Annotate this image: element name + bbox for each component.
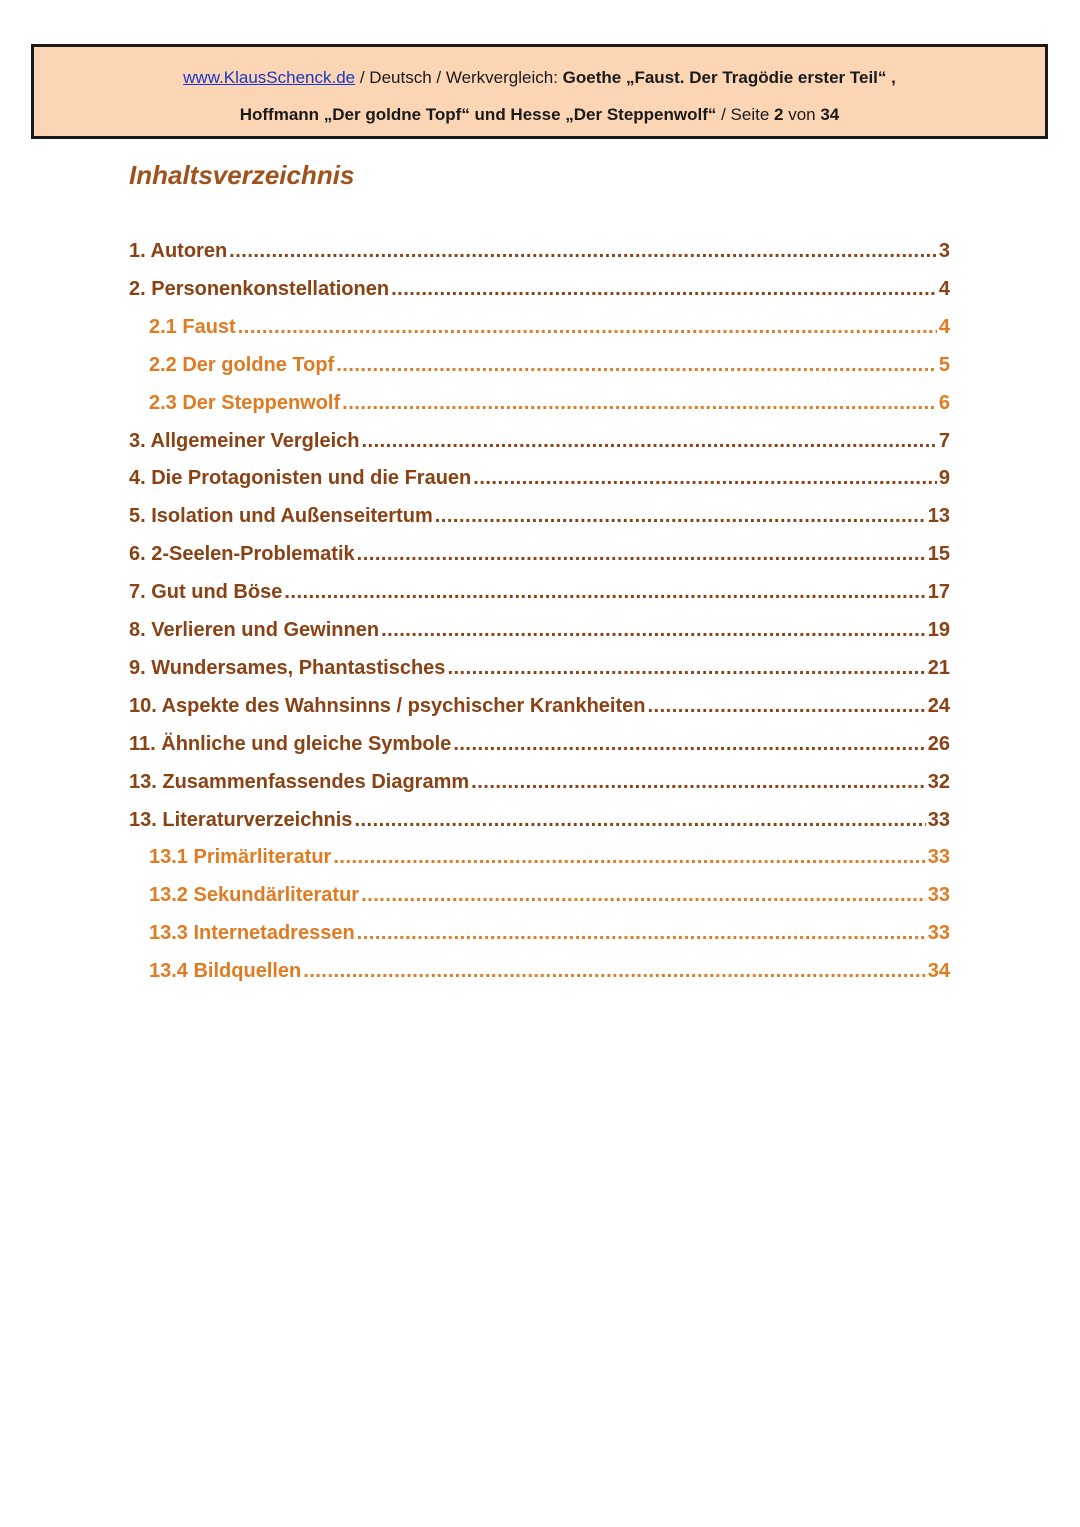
toc-dot-leader: [238, 316, 937, 339]
toc-entry-label: 2. Personenkonstellationen: [129, 277, 390, 300]
toc-entry-label: 6. 2-Seelen-Problematik: [129, 543, 355, 566]
toc-entry[interactable]: [129, 430, 950, 460]
toc-entry-page-number: 33: [927, 884, 950, 907]
toc-entry-label: 11. Ähnliche und gleiche Symbole: [129, 732, 452, 755]
toc-entry[interactable]: [129, 733, 950, 763]
toc-dot-leader: [333, 846, 925, 869]
toc-entry-page-number: 9: [938, 467, 950, 490]
toc-entry[interactable]: [149, 960, 950, 990]
toc-entry[interactable]: [129, 278, 950, 308]
toc-dot-leader: [647, 695, 925, 718]
toc-entry-page-number: 24: [927, 694, 950, 717]
toc-entry-page-number: 13: [927, 505, 950, 528]
toc-entry-page-number: 21: [927, 656, 950, 679]
toc-entry-page-number: 33: [927, 808, 950, 831]
toc-entry-label: 8. Verlieren und Gewinnen: [129, 619, 380, 641]
toc-entry[interactable]: [149, 922, 950, 952]
toc-entry[interactable]: [149, 316, 950, 346]
toc-entry[interactable]: [129, 657, 950, 687]
toc-entry[interactable]: [129, 543, 950, 573]
toc-entry-page-number: 6: [938, 391, 950, 414]
toc-dot-leader: [357, 922, 926, 945]
toc-entry-label: 13. Literaturverzeichnis: [129, 808, 353, 831]
toc-entry[interactable]: [129, 771, 950, 801]
toc-entry[interactable]: [129, 240, 950, 270]
toc-entry-page-number: 26: [927, 732, 950, 755]
header-seite-label: / Seite: [716, 105, 775, 124]
toc-entry[interactable]: [149, 884, 950, 914]
toc-entry-label: 9. Wundersames, Phantastisches: [129, 656, 446, 679]
toc-entry-page-number: 4: [938, 277, 950, 300]
toc-dot-leader: [473, 467, 937, 490]
toc-dot-leader: [381, 619, 926, 642]
toc-entry-page-number: 5: [938, 353, 950, 376]
toc-entry-label: 10. Aspekte des Wahnsinns / psychischer Krankheiten: [129, 694, 646, 717]
toc-entry[interactable]: [129, 809, 950, 839]
toc-entry-page-number: 15: [927, 543, 950, 566]
toc-entry-page-number: 19: [927, 619, 950, 641]
header-page-current: 2: [774, 105, 784, 124]
toc-entry-label: 13.1 Primärliteratur: [149, 846, 332, 869]
toc-dot-leader: [447, 657, 925, 680]
toc-entry-label: 7. Gut und Böse: [129, 581, 283, 604]
toc-entry-label: 2.1 Faust: [149, 315, 236, 338]
toc-entry-page-number: 32: [927, 770, 950, 793]
toc-dot-leader: [357, 543, 926, 566]
toc-dot-leader: [453, 733, 925, 756]
header-works-hoffmann-hesse: Hoffmann „Der goldne Topf“ und Hesse „Der Steppenwolf“: [239, 105, 717, 124]
toc-entry[interactable]: [149, 846, 950, 876]
toc-entry-page-number: 7: [938, 429, 950, 452]
toc-entry-label: 1. Autoren: [129, 240, 228, 262]
site-link[interactable]: www.KlausSchenck.de: [183, 68, 356, 87]
toc-entry[interactable]: [129, 505, 950, 535]
toc-entry[interactable]: [129, 619, 950, 649]
toc-entry-label: 5. Isolation und Außenseitertum: [129, 505, 433, 528]
toc-entry-page-number: 3: [938, 240, 950, 262]
toc-dot-leader: [336, 354, 937, 377]
toc-entry[interactable]: [129, 467, 950, 497]
toc-dot-leader: [229, 240, 937, 263]
toc-entry-label: 2.3 Der Steppenwolf: [149, 391, 341, 414]
toc-dot-leader: [391, 278, 937, 301]
toc-entry-page-number: 34: [927, 960, 950, 983]
toc-dot-leader: [361, 884, 926, 907]
header-work-goethe: Goethe „Faust. Der Tragödie erster Teil“ ,: [562, 68, 896, 87]
toc-entry-label: 3. Allgemeiner Vergleich: [129, 429, 360, 452]
toc-dot-leader: [342, 392, 937, 415]
toc-entry-page-number: 33: [927, 846, 950, 869]
toc-title: Inhaltsverzeichnis: [129, 160, 355, 190]
toc-dot-leader: [354, 809, 925, 832]
toc-entry-label: 13.4 Bildquellen: [149, 960, 302, 983]
toc-entry-label: 13.2 Sekundärliteratur: [149, 884, 360, 907]
header-subject: / Deutsch / Werkvergleich:: [355, 68, 563, 87]
toc-entry-label: 13.3 Internetadressen: [149, 922, 355, 945]
toc-dot-leader: [435, 505, 926, 528]
toc-entry-label: 4. Die Protagonisten und die Frauen: [129, 467, 472, 490]
header-von-label: von: [783, 105, 821, 124]
toc-dot-leader: [284, 581, 925, 604]
toc-dot-leader: [471, 771, 926, 794]
toc-entry-page-number: 17: [927, 581, 950, 604]
header-page-total: 34: [820, 105, 840, 124]
toc-entry-label: 13. Zusammenfassendes Diagramm: [129, 770, 470, 793]
toc-entry-page-number: 4: [938, 315, 950, 338]
toc-entry-label: 2.2 Der goldne Topf: [149, 353, 335, 376]
toc-entry[interactable]: [149, 354, 950, 384]
toc-entry[interactable]: [129, 581, 950, 611]
toc-entry[interactable]: [129, 695, 950, 725]
toc-dot-leader: [361, 430, 936, 453]
toc-entry-page-number: 33: [927, 922, 950, 945]
toc-entry[interactable]: [149, 392, 950, 422]
toc-dot-leader: [303, 960, 925, 983]
